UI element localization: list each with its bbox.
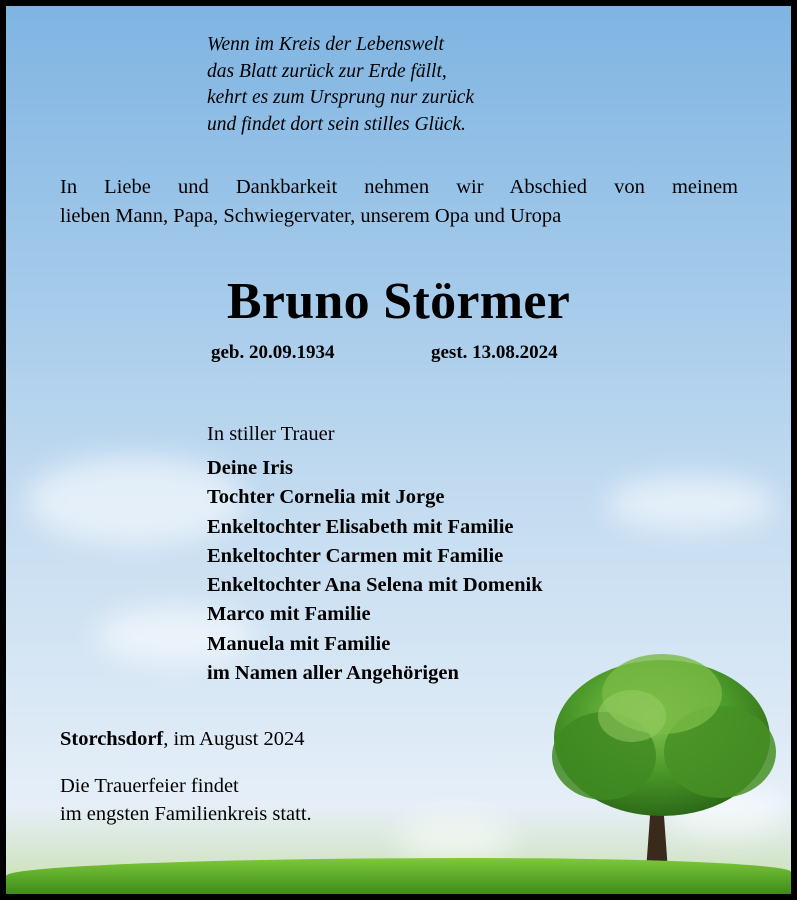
poem-line: Wenn im Kreis der Lebenswelt: [207, 34, 444, 55]
mourner-item: im Namen aller Angehörigen: [207, 662, 459, 685]
intro-line: In Liebe und Dankbarkeit nehmen wir Abschied von meinem: [60, 176, 738, 198]
poem-line: kehrt es zum Ursprung nur zurück: [207, 87, 475, 108]
mourning-intro: In stiller Trauer: [207, 423, 335, 445]
funeral-note: [60, 772, 312, 828]
obituary-notice: [6, 6, 791, 894]
grass-meadow: [6, 858, 791, 894]
poem: [207, 32, 474, 138]
intro-line: lieben Mann, Papa, Schwiegervater, unserem Opa und Uropa: [60, 204, 562, 227]
death-date: gest. 13.08.2024: [431, 342, 558, 363]
place-date-line: [60, 728, 305, 751]
poem-line: und findet dort sein stilles Glück.: [207, 113, 466, 135]
mourner-item: Enkeltochter Carmen mit Familie: [207, 544, 504, 567]
birth-date: geb. 20.09.1934: [211, 342, 335, 363]
mourner-item: Manuela mit Familie: [207, 632, 391, 655]
funeral-line: im engsten Familienkreis statt.: [60, 803, 312, 825]
mourner-item: Enkeltochter Elisabeth mit Familie: [207, 515, 514, 538]
mourners-list: [207, 454, 543, 688]
funeral-line: Die Trauerfeier findet: [60, 775, 239, 797]
cloud: [396, 816, 516, 861]
date-text: , im August 2024: [163, 728, 305, 750]
mourner-item: Tochter Cornelia mit Jorge: [207, 486, 445, 509]
deceased-name: Bruno Störmer: [226, 273, 571, 330]
cloud: [606, 476, 776, 531]
mourner-item: Marco mit Familie: [207, 603, 371, 626]
mourner-item: Enkeltochter Ana Selena mit Domenik: [207, 574, 543, 597]
poem-line: das Blatt zurück zur Erde fällt,: [207, 60, 447, 82]
mourner-item: Deine Iris: [207, 457, 293, 479]
place-name: Storchsdorf: [60, 728, 164, 750]
intro-text: [60, 173, 738, 230]
tree-icon: [542, 646, 782, 871]
